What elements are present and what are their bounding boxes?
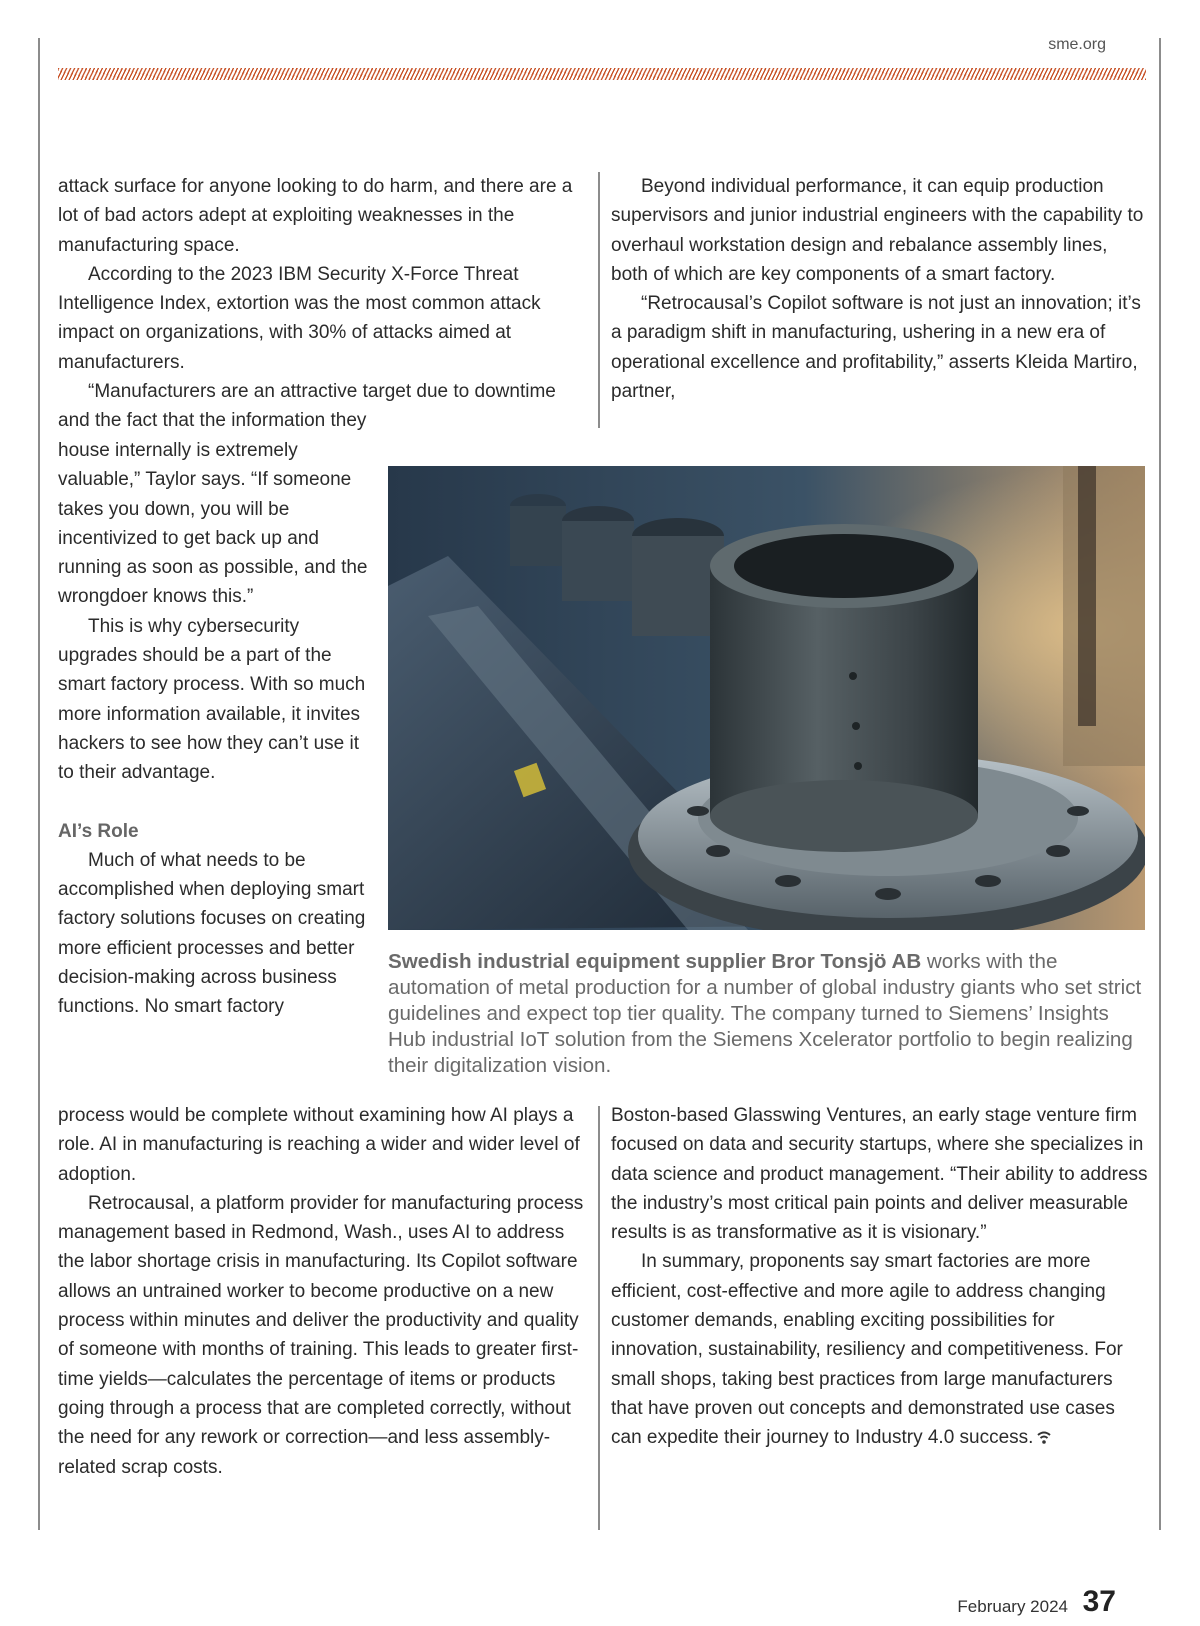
closing-paragraph-text: In summary, proponents say smart factories are more efficient, cost-effective and more agile to address changing customer demands, enabling exciting possibilities for innovation, sustainability, resiliency and competitiveness. For small shops, taking best practices from large manufacturers that have proven out concepts and demonstrated use cases can expedite their journey to Industry 4.0 success. [611,1251,1123,1449]
paragraph: “Manufacturers are an attractive target due to downtime and the fact that the information they [58,381,556,432]
column-divider-bottom [598,1106,600,1530]
right-column-bottom [611,1101,1148,1453]
left-column-bottom [58,1101,588,1482]
paragraph [611,1247,1148,1452]
issue-date: February 2024 [957,1597,1068,1616]
right-column-top [611,172,1148,406]
column-divider-top [598,172,600,428]
paragraph: process would be complete without examining how AI plays a role. AI in manufacturing is reaching a wider and wider level of adoption. [58,1105,580,1185]
caption-lead: Swedish industrial equipment supplier Bror Tonsjö AB [388,950,922,973]
page-number: 37 [1082,1585,1116,1618]
paragraph: Retrocausal, a platform provider for manufacturing process management based in Redmond, Wash., uses AI to address the labor shortage crisis in manufacturing. Its Copilot software allows an untrained worker to become productive on a new process within minutes and deliver the productivity and quality of someone with months of training. This leads to greater first-time yields—calculates the percentage of items or products going through a process that are completed correctly, without the need for any rework or correction—and less assembly-related scrap costs. [58,1192,584,1478]
section-heading: AI’s Role [58,820,139,842]
paragraph: Much of what needs to be accomplished when deploying smart factory solutions focuses on creating more efficient processes and better decision-making across business functions. No smart factory [58,849,366,1018]
left-column-top [58,172,586,436]
paragraph: attack surface for anyone looking to do harm, and there are a lot of bad actors adept at exploiting weaknesses in the manufacturing space. [58,176,573,256]
header-hatch-band [58,68,1146,80]
paragraph: Beyond individual performance, it can equip production supervisors and junior industrial engineers with the capability to overhaul workstation design and rebalance assembly lines, both of which are key components of a smart factory. [611,176,1144,285]
left-margin-rule [38,38,40,1530]
paragraph: “Retrocausal’s Copilot software is not just an innovation; it’s a paradigm shift in manufacturing, ushering in a new era of operational excellence and profitability,” asserts Kleida Martiro, partner, [611,293,1141,403]
right-margin-rule [1159,38,1161,1530]
factory-photo [388,466,1145,930]
metal-parts-production-line-image [388,466,1145,930]
photo-caption [388,949,1148,1079]
left-column-narrow [58,436,370,1022]
paragraph: According to the 2023 IBM Security X-Force Threat Intelligence Index, extortion was the most common attack impact on organizations, with 30% of attacks aimed at manufacturers. [58,263,541,373]
end-mark-icon [1037,1431,1051,1445]
paragraph: Boston-based Glasswing Ventures, an early stage venture firm focused on data and security startups, where she specializes in data science and product management. “Their ability to address the industry’s most critical pain points and deliver measurable results is as transformative as it is visionary.” [611,1105,1148,1244]
site-url: sme.org [1048,36,1106,53]
paragraph: house internally is extremely valuable,” Taylor says. “If someone takes you down, you will be incentivized to get back up and running as soon as possible, and the wrongdoer knows this.” [58,440,368,608]
paragraph: This is why cybersecurity upgrades should be a part of the smart factory process. With so much more information available, it invites hackers to see how they can’t use it to their advantage. [58,615,366,784]
caption-text: works with the automation of metal production for a number of global industry giants who set strict guidelines and expect top tier quality. The company turned to Siemens’ Insights Hub industrial IoT solution from the Siemens Xcelerator portfolio to begin realizing their digitalization vision. [388,950,1142,1077]
